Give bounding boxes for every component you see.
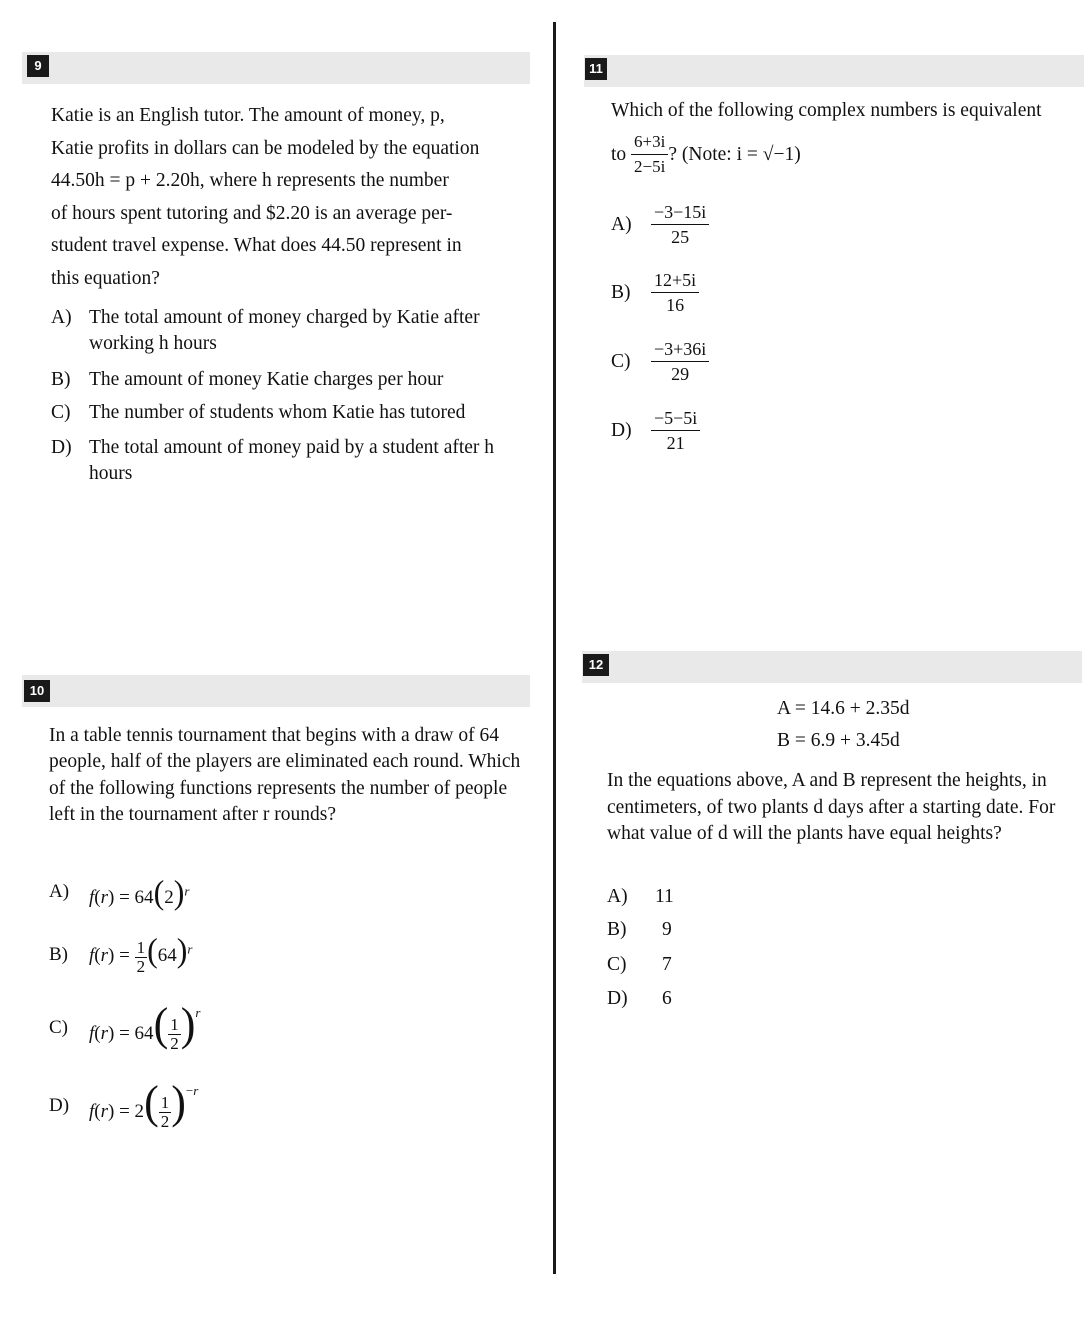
- q10-option-a-formula: $f(r) = 64(2)^r$: [89, 872, 190, 911]
- q9-option-b-text: The amount of money Katie charges per hour: [89, 369, 444, 390]
- q12-option-d-text: 6: [662, 988, 672, 1009]
- q12-option-b[interactable]: [607, 919, 672, 941]
- q10-option-c-letter: C): [49, 1017, 68, 1038]
- q12-option-c[interactable]: [607, 954, 672, 976]
- q11-option-d-den: 21: [666, 433, 685, 453]
- q9-line-5: student travel expense. What does 44.50 represent in: [51, 235, 462, 256]
- q9-option-c-letter: C): [51, 402, 71, 423]
- q12-option-d-letter: D): [607, 988, 628, 1009]
- q11-option-b-letter: B): [611, 281, 631, 303]
- q9-line-1: Katie is an English tutor. The amount of money, p,: [51, 105, 445, 126]
- question-11-number: 11: [585, 58, 607, 80]
- q10-option-c-formula: f(r) = 64( $\frac{1}{2}$ )$^r$: [89, 998, 201, 1054]
- q11-denominator: 2−5i: [634, 157, 666, 176]
- q9-option-c[interactable]: [51, 400, 531, 426]
- q12-option-a-text: 11: [655, 886, 674, 907]
- q11-numerator: 6+3i: [631, 130, 668, 155]
- q10-option-c[interactable]: [49, 998, 201, 1054]
- q9-line-3: 44.50h = p + 2.20h, where h represents the number: [51, 170, 449, 191]
- q10-option-b[interactable]: [49, 933, 192, 977]
- column-divider: [553, 22, 556, 1274]
- q9-option-b[interactable]: [51, 367, 531, 393]
- q9-option-d-letter: D): [51, 437, 72, 458]
- q12-option-c-text: 7: [662, 954, 672, 975]
- q11-option-a-num: −3−15i: [651, 200, 709, 225]
- question-9-header-bar: [22, 52, 530, 84]
- q9-line-4: of hours spent tutoring and $2.20 is an average per-: [51, 202, 453, 224]
- q12-option-a-letter: A): [607, 886, 628, 907]
- q12-option-b-text: 9: [662, 919, 672, 940]
- q11-option-c-num: −3+36i: [651, 337, 709, 362]
- question-12-stem: In the equations above, A and B represent the heights, in centimeters, of two plants d days after a starting date. For what value of d will the plants have equal heights?: [607, 770, 1056, 844]
- q12-option-b-letter: B): [607, 919, 627, 940]
- question-10-stem: In a table tennis tournament that begins with a draw of 64 people, half of the players are eliminated each round. Which of the following functions represents the number of people left in the tournament after r rounds?: [49, 725, 521, 825]
- q9-option-d-text: The total amount of money paid by a student after h hours: [89, 437, 495, 484]
- question-9-stem: [51, 100, 546, 295]
- q9-line-6: this equation?: [51, 267, 160, 289]
- q11-option-c-letter: C): [611, 350, 631, 372]
- q11-option-b-den: 16: [666, 295, 685, 315]
- q11-option-d-letter: D): [611, 419, 632, 441]
- q11-option-a-letter: A): [611, 213, 632, 235]
- q9-option-c-text: The number of students whom Katie has tutored: [89, 402, 466, 423]
- q11-option-c[interactable]: [611, 337, 709, 386]
- question-11-stem: Which of the following complex numbers is equivalent: [611, 100, 1042, 121]
- q12-option-c-letter: C): [607, 954, 627, 975]
- q11-option-d[interactable]: [611, 406, 700, 455]
- question-12-header-bar: [582, 651, 1082, 683]
- q9-option-d[interactable]: [51, 435, 531, 487]
- q11-option-b-num: 12+5i: [651, 268, 699, 293]
- q11-note: ? (Note: i = √−1): [668, 143, 801, 165]
- q10-option-a[interactable]: [49, 872, 189, 912]
- q12-equation-a: A = 14.6 + 2.35d: [777, 698, 910, 719]
- q11-option-c-den: 29: [671, 364, 690, 384]
- q9-option-b-letter: B): [51, 369, 71, 390]
- q9-option-a-text: The total amount of money charged by Katie after working h hours: [89, 307, 480, 354]
- q10-option-d-formula: f(r) = 2( $\frac{1}{2}$ )$^{-r}$: [89, 1076, 199, 1132]
- question-11-expression: [611, 130, 801, 179]
- q10-option-d-letter: D): [49, 1095, 70, 1116]
- q12-equation-b: B = 6.9 + 3.45d: [777, 730, 900, 751]
- q12-option-a[interactable]: [607, 886, 674, 908]
- question-11-header-bar: [584, 55, 1084, 87]
- q9-option-a-letter: A): [51, 307, 72, 328]
- q10-option-a-letter: A): [49, 881, 70, 902]
- q11-to: to: [611, 143, 627, 165]
- question-9-number: 9: [27, 55, 49, 77]
- q12-option-d[interactable]: [607, 988, 672, 1010]
- q11-option-a[interactable]: [611, 200, 709, 249]
- q10-option-b-formula: f(r) = $\frac{1}{2}$ $(64)^r$: [89, 931, 193, 976]
- question-10-number: 10: [24, 680, 50, 702]
- q11-option-a-den: 25: [671, 227, 690, 247]
- q9-line-2: Katie profits in dollars can be modeled by the equation: [51, 137, 480, 159]
- q9-option-a[interactable]: [51, 305, 531, 357]
- q10-option-d[interactable]: [49, 1076, 199, 1132]
- q10-option-b-letter: B): [49, 944, 68, 965]
- question-10-header-bar: [22, 675, 530, 707]
- q11-option-d-num: −5−5i: [651, 406, 700, 431]
- question-12-number: 12: [583, 654, 609, 676]
- q11-option-b[interactable]: [611, 268, 699, 317]
